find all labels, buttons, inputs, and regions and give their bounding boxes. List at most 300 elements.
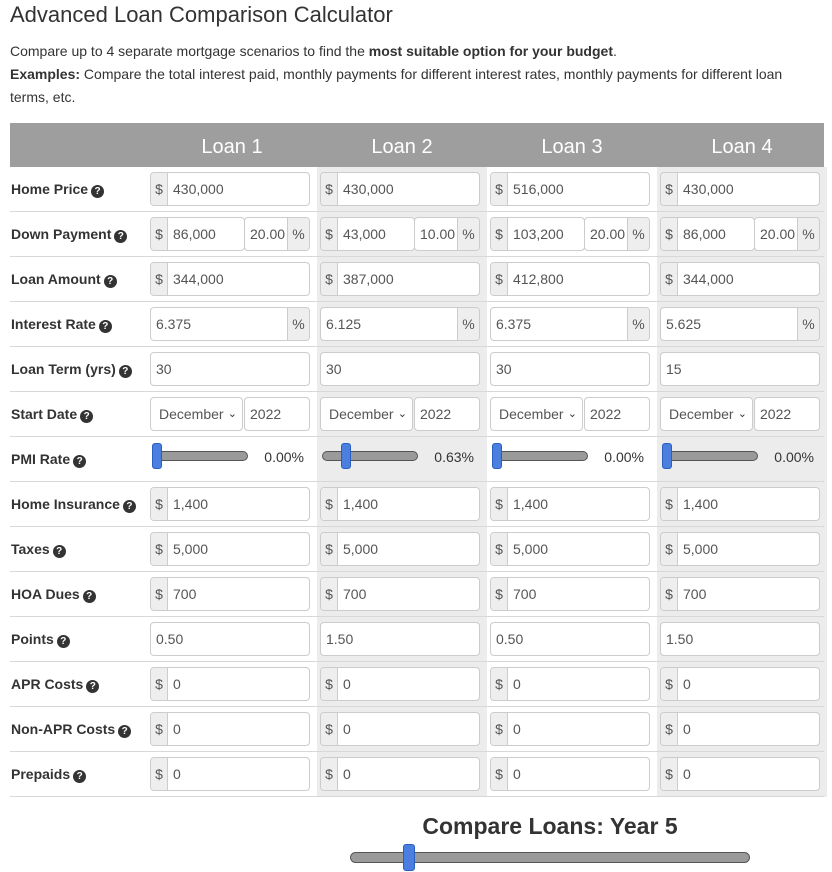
pmi-rate-loan-2 [320,437,480,482]
pmi-rate-loan-3 [490,437,650,482]
points-loan-2 [320,622,480,656]
dollar-addon: $ [321,173,338,205]
home-insurance-label-text: Home Insurance [11,496,120,512]
interest-rate-input-loan-1-value[interactable]: 6.375 [156,316,192,332]
loan-term-input-loan-4-value[interactable]: 15 [666,361,682,377]
page-title: Advanced Loan Comparison Calculator [10,2,393,27]
down-payment-percent-loan-2-value[interactable]: 10.00 [420,226,456,242]
pmi-slider-thumb-loan-1[interactable] [152,443,162,469]
down-payment-percent-loan-2[interactable] [414,217,480,251]
start-year-input-loan-3[interactable] [584,397,650,431]
home-insurance-input-loan-1-value[interactable]: 1,400 [173,496,209,512]
interest-rate-input-loan-4-value[interactable]: 5.625 [666,316,702,332]
non-apr-costs-label-text: Non-APR Costs [11,721,116,737]
non-apr-costs-input-loan-3-value[interactable]: 0 [513,721,521,737]
loan-amount-input-loan-1-value[interactable]: 344,000 [173,271,224,287]
dollar-addon: $ [151,533,168,565]
down-payment-label [11,212,127,257]
start-year-input-loan-1-value[interactable]: 2022 [250,406,282,422]
dollar-addon: $ [151,488,168,520]
hoa-dues-loan-4 [660,577,820,611]
prepaids-input-loan-1-value[interactable]: 0 [173,766,181,782]
loan-amount-input-loan-2[interactable] [320,262,480,296]
home-price-label-text: Home Price [11,181,89,197]
dollar-addon: $ [321,578,338,610]
non-apr-costs-input-loan-2-value[interactable]: 0 [343,721,351,737]
down-payment-input-loan-1-value[interactable]: 86,000 [173,226,216,242]
help-icon[interactable]: ? [83,590,96,603]
prepaids-input-loan-2[interactable] [320,757,480,791]
loan-amount-input-loan-3[interactable] [490,262,650,296]
home-price-input-loan-1-value[interactable]: 430,000 [173,181,224,197]
dollar-addon: $ [491,263,508,295]
apr-costs-input-loan-1-value[interactable]: 0 [173,676,181,692]
percent-addon: % [627,218,649,250]
row-down-payment [10,212,824,257]
row-home-price [10,167,824,212]
percent-addon: % [457,308,479,340]
loan-comparison-table [10,123,824,782]
non-apr-costs-input-loan-1[interactable] [150,712,310,746]
dollar-addon: $ [491,488,508,520]
dollar-addon: $ [661,668,678,700]
loan-amount-input-loan-4-value[interactable]: 344,000 [683,271,734,287]
dollar-addon: $ [661,263,678,295]
row-pmi-rate [10,437,824,482]
pmi-rate-loan-1 [150,437,310,482]
home-insurance-input-loan-4-value[interactable]: 1,400 [683,496,719,512]
start-date-loan-4 [660,397,820,431]
loan-term-label-text: Loan Term (yrs) [11,361,116,377]
home-insurance-input-loan-3[interactable] [490,487,650,521]
percent-addon: % [797,218,819,250]
hoa-dues-input-loan-3[interactable] [490,577,650,611]
help-icon[interactable]: ? [73,770,86,783]
non-apr-costs-loan-3 [490,712,650,746]
loan-term-input-loan-3[interactable] [490,352,650,386]
home-price-input-loan-2-value[interactable]: 430,000 [343,181,394,197]
loan-amount-loan-4 [660,262,820,296]
interest-rate-label [11,302,112,347]
start-year-input-loan-4[interactable] [754,397,820,431]
help-icon[interactable]: ? [91,185,104,198]
dollar-addon: $ [151,758,168,790]
intro-line-1: Compare up to 4 separate mortgage scenarios to find the most suitable option for your budget. [10,43,617,59]
row-home-insurance [10,482,824,527]
down-payment-loan-1 [150,217,310,251]
loan-2-header: Loan 2 [371,136,433,158]
table-header [10,123,824,167]
down-payment-percent-loan-4[interactable] [754,217,820,251]
dollar-addon: $ [491,578,508,610]
apr-costs-loan-2 [320,667,480,701]
prepaids-input-loan-3[interactable] [490,757,650,791]
hoa-dues-input-loan-2[interactable] [320,577,480,611]
help-icon[interactable]: ? [118,725,131,738]
dollar-addon: $ [321,713,338,745]
loan-term-loan-2 [320,352,480,386]
down-payment-loan-3 [490,217,650,251]
loan-term-input-loan-4[interactable] [660,352,820,386]
compare-year-slider-thumb[interactable] [403,844,415,871]
down-payment-input-loan-4[interactable] [660,217,755,251]
pmi-rate-loan-4 [660,437,820,482]
home-insurance-input-loan-3-value[interactable]: 1,400 [513,496,549,512]
pmi-rate-value-loan-4: 0.00% [774,449,814,465]
home-price-input-loan-3-value[interactable]: 516,000 [513,181,564,197]
row-apr-costs [10,662,824,707]
dollar-addon: $ [491,668,508,700]
interest-rate-loan-2 [320,307,480,341]
home-price-loan-3 [490,172,650,206]
home-insurance-input-loan-2[interactable] [320,487,480,521]
home-insurance-input-loan-2-value[interactable]: 1,400 [343,496,379,512]
points-input-loan-2-value[interactable]: 1.50 [326,631,354,647]
non-apr-costs-input-loan-4[interactable] [660,712,820,746]
points-input-loan-2[interactable] [320,622,480,656]
down-payment-loan-2 [320,217,480,251]
apr-costs-input-loan-2[interactable] [320,667,480,701]
down-payment-label-text: Down Payment [11,226,112,242]
hoa-dues-loan-3 [490,577,650,611]
apr-costs-input-loan-4-value[interactable]: 0 [683,676,691,692]
help-icon[interactable]: ? [99,320,112,333]
dollar-addon: $ [151,668,168,700]
apr-costs-input-loan-3-value[interactable]: 0 [513,676,521,692]
hoa-dues-input-loan-1-value[interactable]: 700 [173,586,197,602]
dollar-addon: $ [491,758,508,790]
dollar-addon: $ [321,758,338,790]
row-taxes [10,527,824,572]
pmi-slider-thumb-loan-2[interactable] [341,443,351,469]
taxes-input-loan-2-value[interactable]: 5,000 [343,541,379,557]
down-payment-percent-loan-4-value[interactable]: 20.00 [760,226,796,242]
start-month-select-loan-1[interactable] [150,397,243,431]
dollar-addon: $ [661,578,678,610]
loan-amount-input-loan-4[interactable] [660,262,820,296]
points-input-loan-4-value[interactable]: 1.50 [666,631,694,647]
help-icon[interactable]: ? [80,410,93,423]
start-month-value: December [499,406,564,422]
taxes-input-loan-2[interactable] [320,532,480,566]
loan-amount-label [11,257,117,302]
interest-rate-input-loan-4[interactable] [660,307,820,341]
loan-term-loan-1 [150,352,310,386]
dollar-addon: $ [151,218,168,250]
home-price-loan-1 [150,172,310,206]
loan-4-header: Loan 4 [711,136,773,158]
loan-amount-loan-3 [490,262,650,296]
help-icon[interactable]: ? [86,680,99,693]
dollar-addon: $ [491,713,508,745]
dollar-addon: $ [321,488,338,520]
interest-rate-input-loan-1[interactable] [150,307,310,341]
hoa-dues-loan-1 [150,577,310,611]
loan-3-header: Loan 3 [541,136,603,158]
dollar-addon: $ [661,488,678,520]
points-input-loan-4[interactable] [660,622,820,656]
taxes-label-text: Taxes [11,541,50,557]
interest-rate-label-text: Interest Rate [11,316,96,332]
dollar-addon: $ [491,173,508,205]
prepaids-loan-4 [660,757,820,791]
dollar-addon: $ [661,533,678,565]
apr-costs-input-loan-1[interactable] [150,667,310,701]
apr-costs-label [11,662,99,707]
points-input-loan-1[interactable] [150,622,310,656]
points-input-loan-1-value[interactable]: 0.50 [156,631,184,647]
dollar-addon: $ [151,713,168,745]
loan-amount-input-loan-1[interactable] [150,262,310,296]
hoa-dues-label [11,572,96,617]
start-month-select-loan-4[interactable] [660,397,753,431]
chevron-down-icon: ⌄ [735,398,747,430]
prepaids-label-text: Prepaids [11,766,71,782]
loan-term-loan-3 [490,352,650,386]
compare-year-title: Compare Loans: Year 5 [422,813,678,839]
row-prepaids [10,752,824,797]
home-insurance-input-loan-4[interactable] [660,487,820,521]
dollar-addon: $ [151,173,168,205]
start-month-value: December [669,406,734,422]
help-icon[interactable]: ? [104,275,117,288]
prepaids-input-loan-4[interactable] [660,757,820,791]
taxes-input-loan-4-value[interactable]: 5,000 [683,541,719,557]
dollar-addon: $ [491,218,508,250]
start-date-loan-2 [320,397,480,431]
start-year-input-loan-2-value[interactable]: 2022 [420,406,452,422]
points-loan-4 [660,622,820,656]
pmi-rate-value-loan-3: 0.00% [604,449,644,465]
non-apr-costs-loan-2 [320,712,480,746]
hoa-dues-input-loan-4-value[interactable]: 700 [683,586,707,602]
chevron-down-icon: ⌄ [395,398,407,430]
pmi-rate-value-loan-1: 0.00% [264,449,304,465]
loan-term-input-loan-2[interactable] [320,352,480,386]
home-price-input-loan-1[interactable] [150,172,310,206]
non-apr-costs-input-loan-3[interactable] [490,712,650,746]
taxes-loan-3 [490,532,650,566]
dollar-addon: $ [321,218,338,250]
interest-rate-loan-1 [150,307,310,341]
start-date-label-text: Start Date [11,406,78,422]
down-payment-percent-loan-3[interactable] [584,217,650,251]
home-insurance-label [11,482,136,527]
home-insurance-loan-1 [150,487,310,521]
home-insurance-loan-3 [490,487,650,521]
non-apr-costs-loan-1 [150,712,310,746]
help-icon[interactable]: ? [119,365,132,378]
home-price-input-loan-2[interactable] [320,172,480,206]
taxes-input-loan-1-value[interactable]: 5,000 [173,541,209,557]
interest-rate-input-loan-2-value[interactable]: 6.125 [326,316,362,332]
chevron-down-icon: ⌄ [565,398,577,430]
home-price-input-loan-4-value[interactable]: 430,000 [683,181,734,197]
taxes-input-loan-3-value[interactable]: 5,000 [513,541,549,557]
points-label-text: Points [11,631,54,647]
interest-rate-loan-4 [660,307,820,341]
home-insurance-loan-2 [320,487,480,521]
start-month-value: December [329,406,394,422]
row-hoa-dues [10,572,824,617]
apr-costs-loan-4 [660,667,820,701]
taxes-label [11,527,66,572]
help-icon[interactable]: ? [53,545,66,558]
prepaids-loan-1 [150,757,310,791]
start-month-value: December [159,406,224,422]
hoa-dues-input-loan-1[interactable] [150,577,310,611]
percent-addon: % [797,308,819,340]
prepaids-input-loan-1[interactable] [150,757,310,791]
row-start-date [10,392,824,437]
taxes-loan-4 [660,532,820,566]
home-insurance-loan-4 [660,487,820,521]
non-apr-costs-label [11,707,131,752]
dollar-addon: $ [321,533,338,565]
dollar-addon: $ [151,263,168,295]
dollar-addon: $ [661,173,678,205]
points-label [11,617,70,662]
percent-addon: % [287,308,309,340]
non-apr-costs-input-loan-2[interactable] [320,712,480,746]
interest-rate-input-loan-3[interactable] [490,307,650,341]
points-loan-1 [150,622,310,656]
pmi-slider-track-loan-4[interactable] [662,451,758,461]
percent-addon: % [287,218,309,250]
interest-rate-input-loan-3-value[interactable]: 6.375 [496,316,532,332]
prepaids-input-loan-3-value[interactable]: 0 [513,766,521,782]
taxes-loan-2 [320,532,480,566]
start-date-loan-3 [490,397,650,431]
hoa-dues-label-text: HOA Dues [11,586,80,602]
down-payment-percent-loan-3-value[interactable]: 20.00 [590,226,626,242]
help-icon[interactable]: ? [123,500,136,513]
home-insurance-input-loan-1[interactable] [150,487,310,521]
intro-examples: Examples: Compare the total interest paid, monthly payments for different interest rates, monthly payments for different loan terms, etc. [10,66,783,105]
intro-text [10,40,820,109]
taxes-input-loan-3[interactable] [490,532,650,566]
apr-costs-input-loan-4[interactable] [660,667,820,701]
apr-costs-input-loan-2-value[interactable]: 0 [343,676,351,692]
pmi-slider-track-loan-3[interactable] [492,451,588,461]
loan-amount-input-loan-3-value[interactable]: 412,800 [513,271,564,287]
non-apr-costs-loan-4 [660,712,820,746]
dollar-addon: $ [661,218,678,250]
non-apr-costs-input-loan-4-value[interactable]: 0 [683,721,691,737]
start-date-loan-1 [150,397,310,431]
hoa-dues-loan-2 [320,577,480,611]
dollar-addon: $ [151,578,168,610]
down-payment-input-loan-3-value[interactable]: 103,200 [513,226,564,242]
pmi-slider-thumb-loan-3[interactable] [492,443,502,469]
dollar-addon: $ [661,758,678,790]
down-payment-input-loan-1[interactable] [150,217,245,251]
loan-term-label [11,347,132,392]
points-loan-3 [490,622,650,656]
chevron-down-icon: ⌄ [225,398,237,430]
pmi-rate-label-text: PMI Rate [11,451,71,467]
down-payment-percent-loan-1[interactable] [244,217,310,251]
loan-term-input-loan-2-value[interactable]: 30 [326,361,342,377]
pmi-rate-value-loan-2: 0.63% [434,449,474,465]
start-year-input-loan-2[interactable] [414,397,480,431]
start-year-input-loan-4-value[interactable]: 2022 [760,406,792,422]
prepaids-loan-2 [320,757,480,791]
hoa-dues-input-loan-3-value[interactable]: 700 [513,586,537,602]
apr-costs-loan-1 [150,667,310,701]
row-loan-term [10,347,824,392]
start-year-input-loan-3-value[interactable]: 2022 [590,406,622,422]
row-interest-rate [10,302,824,347]
row-loan-amount [10,257,824,302]
home-price-loan-4 [660,172,820,206]
percent-addon: % [627,308,649,340]
loan-term-input-loan-3-value[interactable]: 30 [496,361,512,377]
interest-rate-loan-3 [490,307,650,341]
home-price-label [11,167,104,212]
down-payment-input-loan-4-value[interactable]: 86,000 [683,226,726,242]
taxes-input-loan-1[interactable] [150,532,310,566]
loan-amount-label-text: Loan Amount [11,271,101,287]
home-price-input-loan-4[interactable] [660,172,820,206]
help-icon[interactable]: ? [57,635,70,648]
row-points [10,617,824,662]
points-input-loan-3[interactable] [490,622,650,656]
loan-amount-loan-2 [320,262,480,296]
down-payment-input-loan-2-value[interactable]: 43,000 [343,226,386,242]
prepaids-input-loan-4-value[interactable]: 0 [683,766,691,782]
loan-term-input-loan-1-value[interactable]: 30 [156,361,172,377]
pmi-rate-label [11,437,86,482]
taxes-loan-1 [150,532,310,566]
pmi-slider-thumb-loan-4[interactable] [662,443,672,469]
loan-term-input-loan-1[interactable] [150,352,310,386]
home-price-loan-2 [320,172,480,206]
down-payment-percent-loan-1-value[interactable]: 20.00 [250,226,286,242]
apr-costs-input-loan-3[interactable] [490,667,650,701]
row-non-apr-costs [10,707,824,752]
help-icon[interactable]: ? [114,230,127,243]
percent-addon: % [457,218,479,250]
prepaids-label [11,752,86,797]
dollar-addon: $ [661,713,678,745]
prepaids-loan-3 [490,757,650,791]
start-month-select-loan-2[interactable] [320,397,413,431]
loan-1-header: Loan 1 [201,136,263,158]
points-input-loan-3-value[interactable]: 0.50 [496,631,524,647]
down-payment-input-loan-2[interactable] [320,217,415,251]
down-payment-input-loan-3[interactable] [490,217,585,251]
hoa-dues-input-loan-2-value[interactable]: 700 [343,586,367,602]
apr-costs-loan-3 [490,667,650,701]
start-date-label [11,392,93,437]
dollar-addon: $ [321,668,338,700]
help-icon[interactable]: ? [73,455,86,468]
start-year-input-loan-1[interactable] [244,397,310,431]
dollar-addon: $ [491,533,508,565]
prepaids-input-loan-2-value[interactable]: 0 [343,766,351,782]
non-apr-costs-input-loan-1-value[interactable]: 0 [173,721,181,737]
taxes-input-loan-4[interactable] [660,532,820,566]
pmi-slider-track-loan-2[interactable] [322,451,418,461]
home-price-input-loan-3[interactable] [490,172,650,206]
start-month-select-loan-3[interactable] [490,397,583,431]
interest-rate-input-loan-2[interactable] [320,307,480,341]
apr-costs-label-text: APR Costs [11,676,84,692]
pmi-slider-track-loan-1[interactable] [152,451,248,461]
hoa-dues-input-loan-4[interactable] [660,577,820,611]
loan-amount-input-loan-2-value[interactable]: 387,000 [343,271,394,287]
